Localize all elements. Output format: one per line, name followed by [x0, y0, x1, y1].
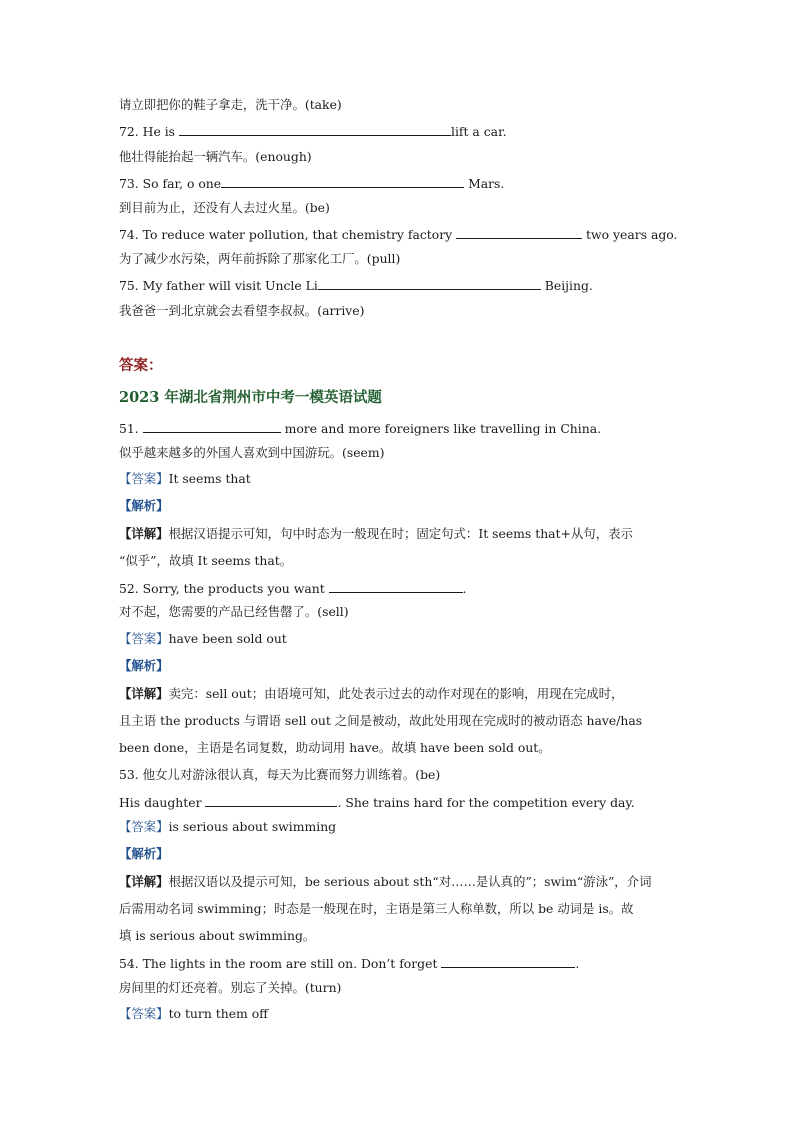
q75-suffix: Beijing.: [540, 278, 593, 293]
q73-chinese: 到目前为止，还没有人去过火星。(be): [119, 200, 330, 215]
q53-detail-text-1: 根据汉语以及提示可知，be serious about sth“对……是认真的”；swim“游泳”，介词: [168, 874, 652, 889]
q73-sentence: [119, 175, 504, 192]
q73-suffix: Mars.: [464, 176, 505, 191]
q53-sentence: [119, 794, 635, 811]
q54-blank[interactable]: [441, 955, 575, 968]
answer-tag: 【答案】: [119, 631, 169, 646]
q52-blank[interactable]: [329, 580, 463, 593]
q53-blank[interactable]: [205, 794, 337, 807]
q74-suffix: two years ago.: [582, 227, 678, 242]
q51-blank[interactable]: [143, 420, 281, 433]
q53-analysis-tag: 【解析】: [119, 846, 169, 861]
q75-blank[interactable]: [318, 277, 541, 290]
q73-prefix: 73. So far, o one: [119, 176, 222, 191]
q53-detail-line-2: 后需用动名词 swimming；时态是一般现在时，主语是第三人称单数，所以 be 动词是 is。故: [119, 901, 634, 916]
q72-blank[interactable]: [179, 123, 451, 136]
q74-blank[interactable]: [456, 226, 582, 239]
q72-sentence: [119, 123, 507, 140]
q53-detail-line-3: 填 is serious about swimming。: [119, 928, 316, 943]
q53-detail-line-1: [119, 874, 651, 890]
q52-detail-line-1: [119, 686, 623, 702]
q51-sentence: [119, 420, 601, 437]
section-title: 2023 年湖北省荆州市中考一模英语试题: [119, 389, 382, 406]
q75-chinese: 我爸爸一到北京就会去看望李叔叔。(arrive): [119, 303, 365, 318]
q52-answer-text: have been sold out: [168, 631, 287, 646]
q51-detail-line-1: [119, 526, 633, 542]
q53-suffix: . She trains hard for the competition every day.: [337, 795, 635, 810]
q52-prefix: 52. Sorry, the products you want: [119, 581, 329, 596]
q51-answer: [119, 471, 251, 487]
q52-answer: [119, 631, 287, 647]
q74-prefix: 74. To reduce water pollution, that chemistry factory: [119, 227, 457, 242]
q72-chinese: 他壮得能抬起一辆汽车。(enough): [119, 149, 312, 164]
q74-sentence: [119, 226, 677, 243]
q51-analysis-tag: 【解析】: [119, 498, 169, 513]
q75-sentence: [119, 277, 593, 294]
answer-tag: 【答案】: [119, 1006, 169, 1021]
q71-chinese: 请立即把你的鞋子拿走，洗干净。(take): [119, 97, 342, 112]
q51-detail-line-2: “似乎”，故填 It seems that。: [119, 553, 293, 568]
detail-tag: 【详解】: [119, 686, 169, 701]
q54-answer-text: to turn them off: [168, 1006, 268, 1021]
q52-sentence: [119, 580, 467, 597]
q52-analysis-tag: 【解析】: [119, 658, 169, 673]
answers-heading: 答案：: [119, 357, 163, 374]
q72-prefix: 72. He is: [119, 124, 179, 139]
q53-answer-text: is serious about swimming: [168, 819, 337, 834]
q52-detail-line-2: 且主语 the products 与谓语 sell out 之间是被动，故此处用现在完成时的被动语态 have/has: [119, 713, 643, 728]
q52-detail-line-3: been done，主语是名词复数，助动词用 have。故填 have been sold out。: [119, 740, 551, 755]
q72-suffix: lift a car.: [450, 124, 507, 139]
answer-tag: 【答案】: [119, 819, 169, 834]
q51-chinese: 似乎越来越多的外国人喜欢到中国游玩。(seem): [119, 445, 385, 460]
q52-suffix: .: [462, 581, 467, 596]
q52-detail-text-1: 卖完：sell out；由语境可知，此处表示过去的动作对现在的影响，用现在完成时，: [168, 686, 624, 701]
q73-blank[interactable]: [221, 175, 464, 188]
q53-prefix: His daughter: [119, 795, 206, 810]
q54-prefix: 54. The lights in the room are still on. Don’t forget: [119, 956, 442, 971]
q75-prefix: 75. My father will visit Uncle Li: [119, 278, 318, 293]
q52-chinese: 对不起，您需要的产品已经售罄了。(sell): [119, 604, 349, 619]
detail-tag: 【详解】: [119, 874, 169, 889]
answer-tag: 【答案】: [119, 471, 169, 486]
q51-detail-text-1: 根据汉语提示可知，句中时态为一般现在时；固定句式：It seems that+从句，表示: [168, 526, 633, 541]
q54-suffix: .: [575, 956, 580, 971]
q54-chinese: 房间里的灯还亮着。别忘了关掉。(turn): [119, 980, 342, 995]
q53-answer: [119, 819, 336, 835]
q54-sentence: [119, 955, 579, 972]
q51-prefix: 51.: [119, 421, 143, 436]
q53-chinese: 53. 他女儿对游泳很认真，每天为比赛而努力训练着。(be): [119, 767, 441, 782]
q51-answer-text: It seems that: [168, 471, 251, 486]
q54-answer: [119, 1006, 268, 1022]
q74-chinese: 为了减少水污染，两年前拆除了那家化工厂。(pull): [119, 251, 401, 266]
q51-suffix: more and more foreigners like travelling in China.: [280, 421, 602, 436]
detail-tag: 【详解】: [119, 526, 169, 541]
